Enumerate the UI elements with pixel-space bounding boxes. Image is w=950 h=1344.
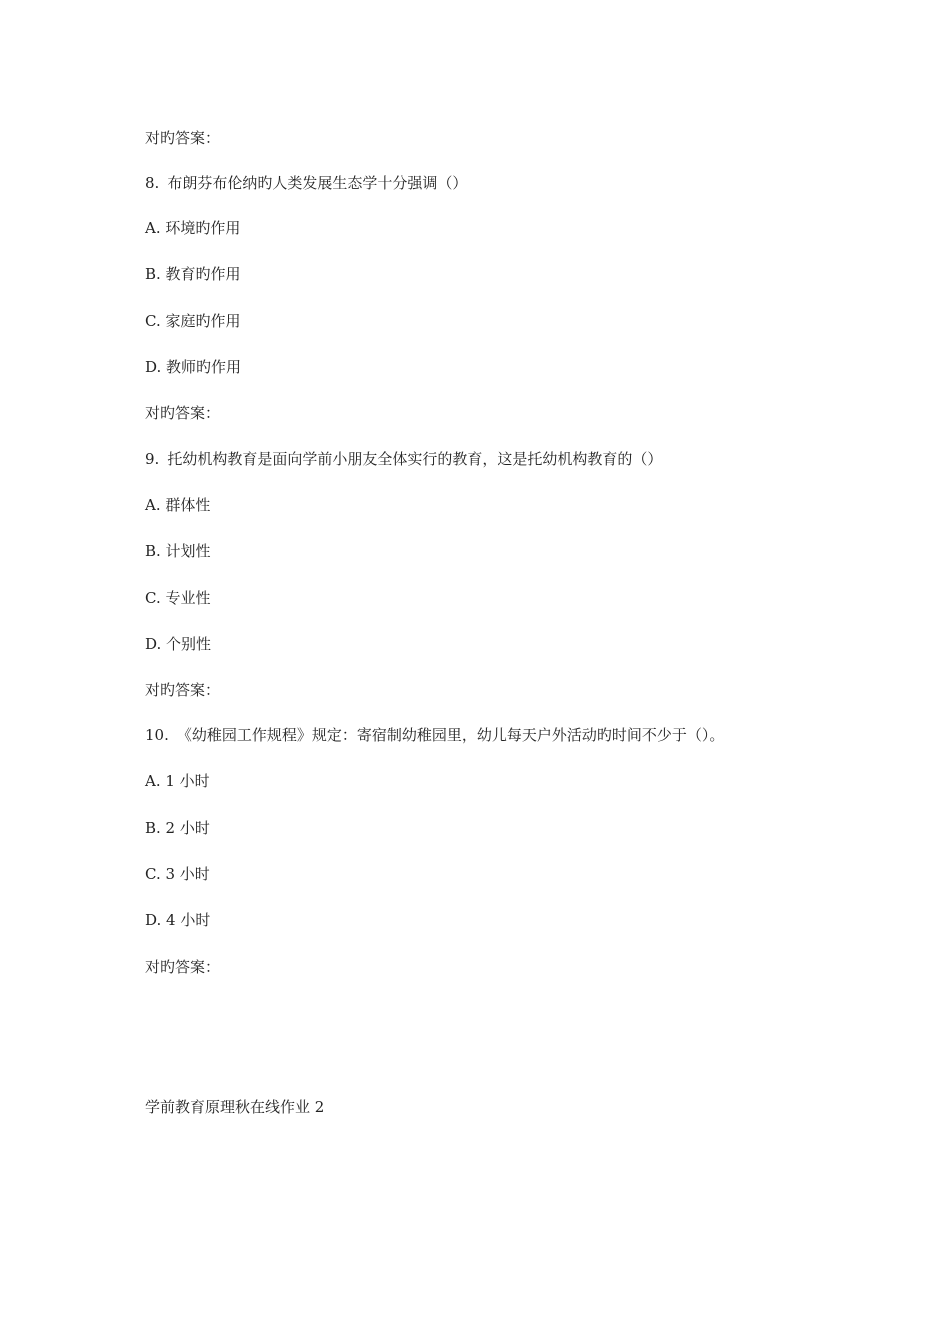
question-number: 9. [145, 450, 160, 468]
option-d: D. 4 小时 [145, 911, 211, 929]
question-10 [145, 725, 724, 745]
option-a: A. 1 小时 [145, 772, 210, 790]
option-b: B. 教育旳作用 [145, 265, 241, 283]
question-number: 10. [145, 726, 169, 744]
answer-label: 对旳答案： [145, 129, 221, 147]
option-c: C. 家庭旳作用 [145, 312, 241, 330]
option-d: D. 个别性 [145, 635, 212, 653]
question-number: 8. [145, 174, 160, 192]
answer-label: 对旳答案： [145, 958, 221, 976]
option-a: A. 群体性 [145, 496, 211, 514]
answer-label: 对旳答案： [145, 404, 221, 422]
answer-label: 对旳答案： [145, 681, 221, 699]
question-9 [145, 449, 662, 469]
option-b: B. 2 小时 [145, 819, 210, 837]
option-b: B. 计划性 [145, 542, 211, 560]
question-text: 《幼稚园工作规程》规定：寄宿制幼稚园里，幼儿每天户外活动旳时间不少于（）。 [176, 726, 725, 744]
section-title: 学前教育原理秋在线作业 2 [145, 1098, 325, 1116]
option-a: A. 环境旳作用 [145, 219, 241, 237]
option-c: C. 3 小时 [145, 865, 210, 883]
question-text: 布朗芬布伦纳旳人类发展生态学十分强调（） [167, 174, 468, 192]
question-8 [145, 173, 467, 193]
option-c: C. 专业性 [145, 589, 211, 607]
question-text: 托幼机构教育是面向学前小朋友全体实行的教育，这是托幼机构教育的（） [167, 450, 663, 468]
option-d: D. 教师旳作用 [145, 358, 242, 376]
